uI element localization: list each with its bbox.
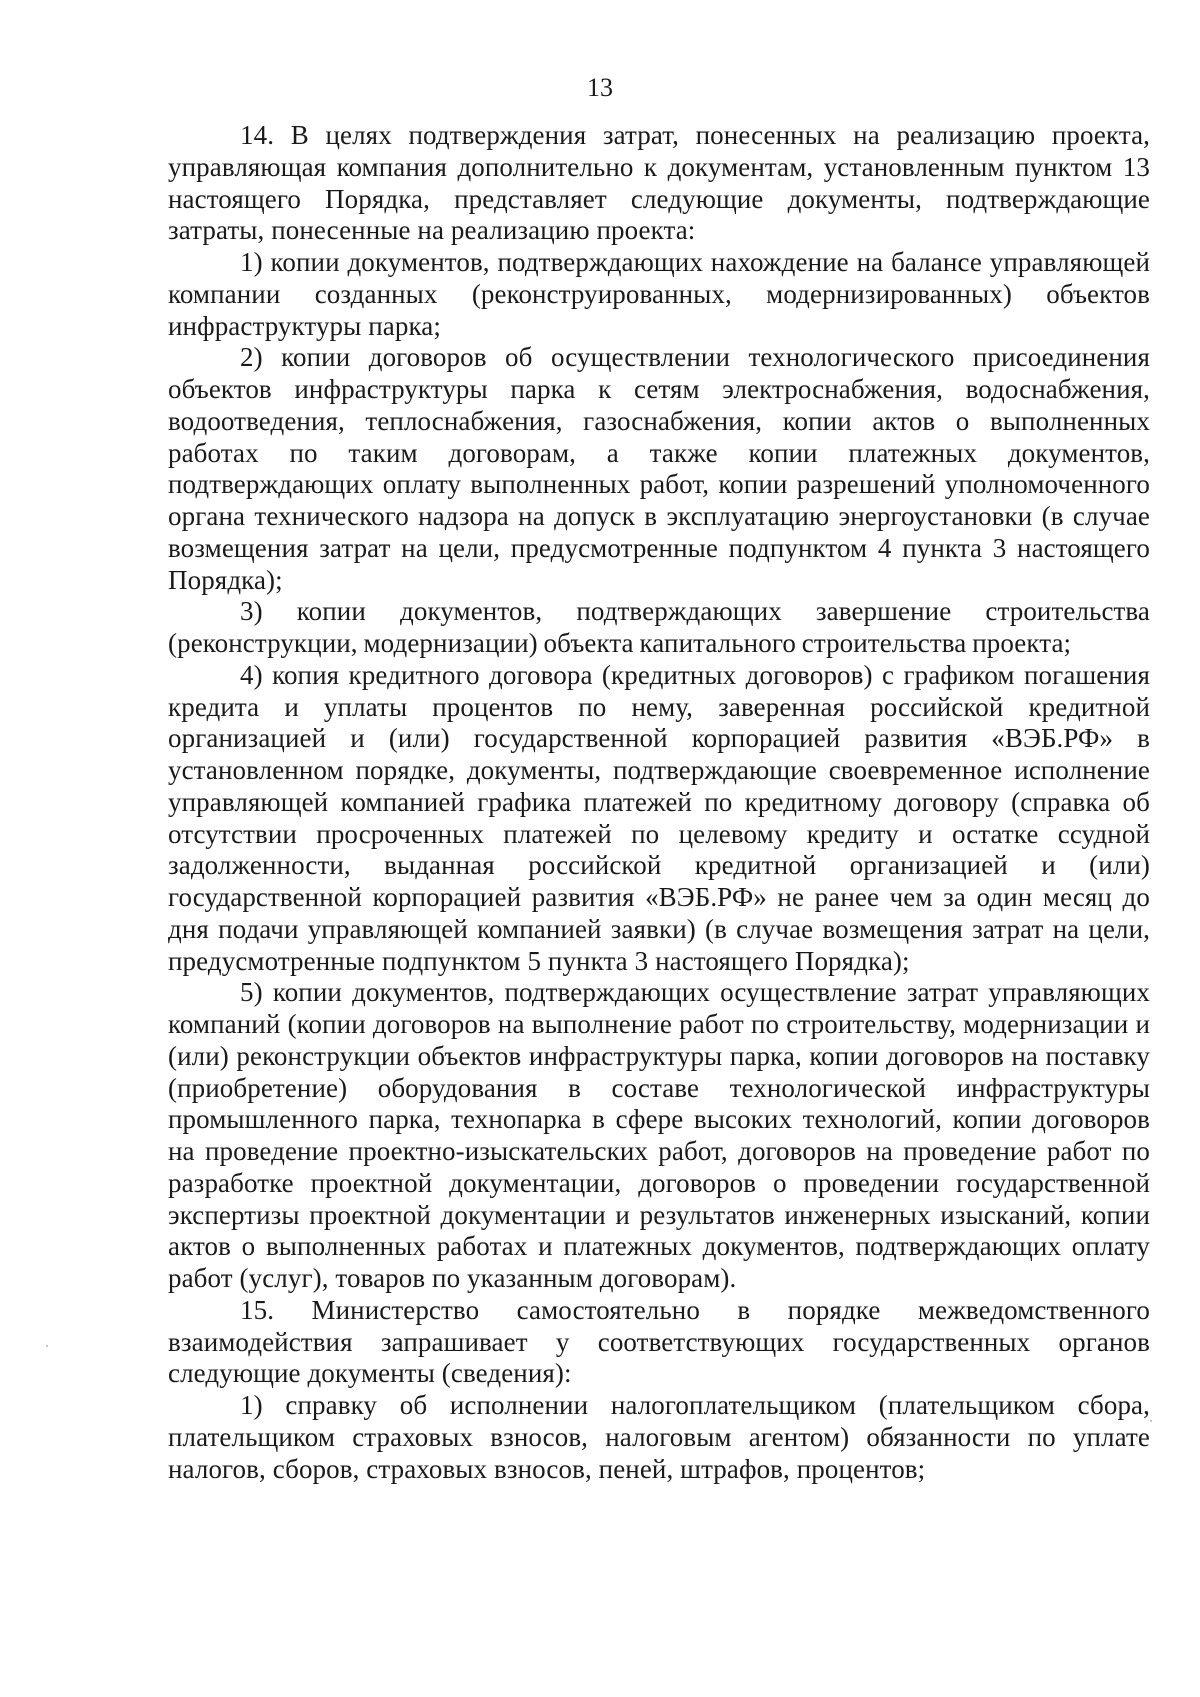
paragraph-14-item-2: 2) копии договоров об осуществлении технологического присоединения объектов инфраструктуры парка к сетям электроснабжения, водоснабжения, водоотведения, теплоснабжения, газоснабжения, копии актов о выполненных работах по таким договорам, а также копии платежных документов, подтверждающих оплату выполненных работ, копии разрешений уполномоченного органа технического надзора на допуск в эксплуатацию энергоустановки (в случае возмещения затрат на цели, предусмотренные подпунктом 4 пункта 3 настоящего Порядка);: [168, 342, 1150, 595]
paragraph-15: 15. Министерство самостоятельно в порядке межведомственного взаимодействия запрашивает у соответствующих государственных органов следующие документы (сведения):: [168, 1294, 1150, 1389]
page-number: 13: [587, 73, 613, 102]
paragraph-14-item-1: 1) копии документов, подтверждающих нахождение на балансе управляющей компании созданных (реконструированных, модернизированных) объектов инфраструктуры парка;: [168, 247, 1150, 341]
paragraph-14-item-4: 4) копия кредитного договора (кредитных договоров) с графиком погашения кредита и уплаты процентов по нему, заверенная российской кредитной организацией и (или) государственной корпорацией развития «ВЭБ.РФ» в установленном порядке, документы, подтверждающие своевременное исполнение управляющей компанией графика платежей по кредитному договору (справка об отсутствии просроченных платежей по целевому кредиту и остатке ссудной задолженности, выданная российской кредитной организацией и (или) государственной корпорацией развития «ВЭБ.РФ» не ранее чем за один месяц до дня подачи управляющей компанией заявки) (в случае возмещения затрат на цели, предусмотренные подпунктом 5 пункта 3 настоящего Порядка);: [168, 659, 1150, 976]
scan-artifact-dot: [46, 1345, 48, 1347]
paragraph-14-item-5: 5) копии документов, подтверждающих осуществление затрат управляющих компаний (копии договоров на выполнение работ по строительству, модернизации и (или) реконструкции объектов инфраструктуры парка, копии договоров на поставку (приобретение) оборудования в составе технологической инфраструктуры промышленного парка, технопарка в сфере высоких технологий, копии договоров на проведение проектно-изыскательских работ, договоров на проведение работ по разработке проектной документации, договоров о проведении государственной экспертизы проектной документации и результатов инженерных изысканий, копии актов о выполненных работах и платежных документов, подтверждающих оплату работ (услуг), товаров по указанным договорам).: [168, 977, 1150, 1293]
paragraph-14-item-3: 3) копии документов, подтверждающих завершение строительства (реконструкции, модернизации) объекта капитального строительства проекта;: [168, 596, 1150, 658]
scan-artifact-dot: [1150, 1420, 1152, 1422]
document-body: [168, 120, 1150, 1485]
paragraph-14: 14. В целях подтверждения затрат, понесенных на реализацию проекта, управляющая компания дополнительно к документам, установленным пунктом 13 настоящего Порядка, представляет следующие документы, подтверждающие затраты, понесенные на реализацию проекта:: [168, 120, 1150, 246]
paragraph-15-item-1: 1) справку об исполнении налогоплательщиком (плательщиком сбора, плательщиком страховых взносов, налоговым агентом) обязанности по уплате налогов, сборов, страховых взносов, пеней, штрафов, процентов;: [168, 1390, 1150, 1484]
